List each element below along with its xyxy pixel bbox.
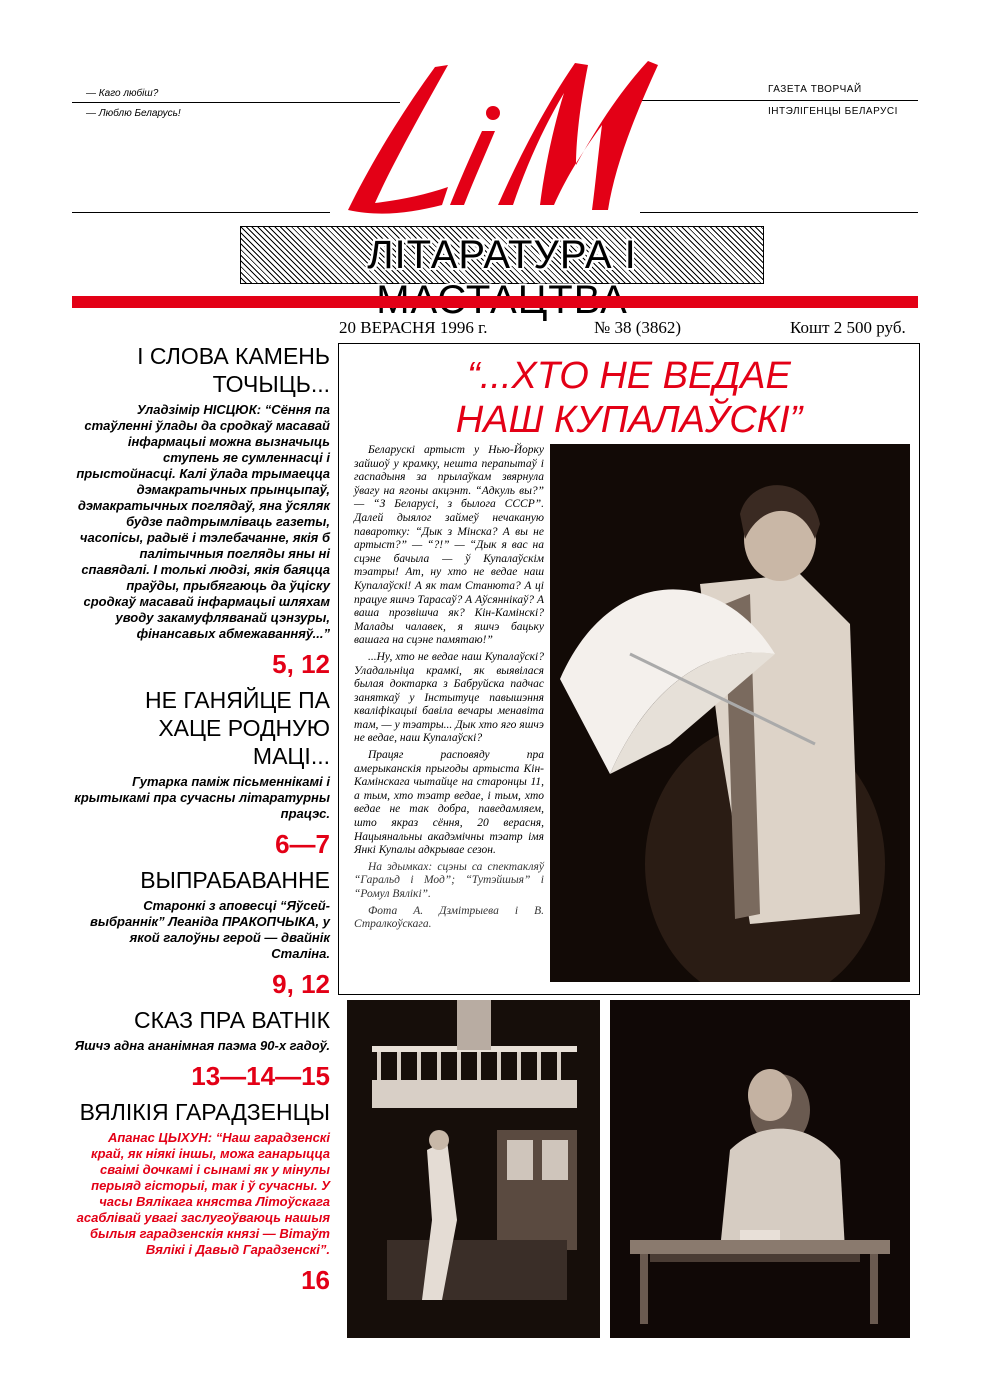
newspaper-title: ЛІТАРАТУРА І [367, 233, 637, 277]
divider [72, 212, 330, 213]
sidebar-pages: 9, 12 [272, 969, 330, 999]
sidebar-item [72, 686, 330, 860]
title-band [240, 226, 764, 284]
sidebar-item [72, 342, 330, 680]
sidebar-pages: 16 [301, 1265, 330, 1295]
tagline-question: — Каго любіш? [86, 88, 159, 99]
sidebar-pages: 13—14—15 [191, 1061, 330, 1091]
scene-photo-table [610, 1000, 910, 1338]
sidebar-heading: СКАЗ ПРА ВАТНІК [133, 1007, 330, 1033]
feature-paragraph: Працяг расповяду пра амерыканскія прыгоды артыста Кін-Камінскага чытайце на старонцы 11, а тым, хто тэатр ведае, і тым, хто ведае не так добра, паведамляем, што якраз сёння, 20 верасня, Нацыянальны акадэмічны тэатр імя Янкі Купалы адкрывае сезон. [354, 749, 544, 857]
sidebar-pages: 6—7 [275, 829, 330, 859]
sidebar-blurb: Апанас ЦЫХУН: “Наш гарадзенскі край, як ніякі іншы, можа ганарыцца сваімі дочкамі і сынамі як у мінулы перыяд гісторыі, так і ў сучасны. У часы Вялікага княства Літоўскага асаблівай увагі заслугоўваюць нашыя былыя гарадзенскія князі — Вітаўт Вялікі і Давыд Гарадзенскі”. [76, 1130, 330, 1257]
sidebar-blurb: Яшчэ адна ананімная паэма 90-х гадоў. [74, 1038, 330, 1053]
sidebar-blurb: Старонкі з аповесці “Яўсей-выбраннік” Леаніда ПРАКОПЧЫКА, у якой галоўны герой — двайнік Сталіна. [90, 898, 330, 961]
scene-photo-balcony [347, 1000, 600, 1338]
tagline-answer: — Люблю Беларусь! [86, 108, 181, 119]
feature-title-line: НАШ КУПАЛАЎСКІ” [455, 399, 803, 441]
subtitle-line-1: ГАЗЕТА ТВОРЧАЙ [768, 84, 862, 95]
issue-price: Кошт 2 500 руб. [790, 318, 906, 337]
newspaper-logo [330, 45, 660, 225]
issue-date: 20 ВЕРАСНЯ 1996 г. [339, 318, 488, 337]
divider [640, 100, 918, 101]
feature-photo [550, 444, 910, 982]
subtitle-line-2: ІНТЭЛІГЕНЦЫ БЕЛАРУСІ [768, 106, 898, 117]
sidebar-item [72, 1006, 330, 1092]
sidebar-heading: І СЛОВА КАМЕНЬ ТОЧЫЦЬ... [137, 343, 330, 397]
divider [640, 212, 918, 213]
feature-paragraph: Беларускі артыст у Нью-Йорку зайшоў у крамку, нешта перапытаў і гаспадыня за прылаўкам звярнула ўвагу на ягоны акцэнт. “Адкуль вы?” — “З Беларусі, з былога СССР”. Далей дыялог займеў нечаканую паваротку: “Дык з Мінска? А вы не артыст?” — “?!” — “Дык я вас на сцэне бачыла — ў Купалаўскім тэатры! Ат, ну хто не ведае наш Купалаўскі! А як там Станюта? А ці працуе яшчэ Тарасаў? А Аўсяннікаў? А ваша прозвішча як? Кін-Камінскі? Малады чалавек, я яшчэ бацьку вашага на сцэне памятаю!” [354, 444, 544, 647]
sidebar-pages: 5, 12 [272, 649, 330, 679]
feature-title [339, 354, 919, 442]
photo-credit: Фота А. Дзмітрыева і В. Стралкоўскага. [354, 904, 544, 931]
issue-number: № 38 (3862) [594, 318, 682, 337]
sidebar-heading: ВЯЛІКІЯ ГАРАДЗЕНЦЫ [79, 1099, 330, 1125]
red-rule [72, 296, 918, 308]
feature-paragraph: ...Ну, хто не ведае наш Купалаўскі? Уладальніца крамкі, як выявілася былая доктарка з Бабруйска падчас заняткаў у Інстытуце павышэння кваліфікацыі бавіла вечары менавіта там, — у тэатры... Дык хто яго яшчэ не ведае, наш Купалаўскі? [354, 650, 544, 745]
sidebar-item [72, 1098, 330, 1296]
feature-title-line: “...ХТО НЕ ВЕДАЕ [467, 355, 791, 397]
sidebar-item [72, 866, 330, 1000]
sidebar-heading: ВЫПРАБАВАННЕ [140, 867, 330, 893]
sidebar-heading: НЕ ГАНЯЙЦЕ ПА ХАЦЕ РОДНУЮ МАЦІ... [145, 687, 330, 769]
sidebar-blurb: Уладзімір НІСЦЮК: “Сёння па стаўленні ўлады да сродкаў масавай інфармацыі можна вызначыць ступень яе сумленнасці і прыстойнасці. Калі ўлада трымаецца дэмакратычных прынцыпаў, дэмакратычных поглядаў, яна ўсяляк будзе падтрымліваць газеты, часопісы, радыё і тэлебачанне, якія б палітычныя погляды яны ні спавядалі. І толькі людзі, якія баяцца праўды, прыбягаюць да ўціску сродкаў масавай інфармацыі шляхам уводу закамуфляванай цэнзуры, фінансавых абмежаванняў...” [76, 402, 330, 641]
feature-body [354, 444, 544, 935]
sidebar-blurb: Гутарка паміж пісьменнікамі і крытыкамі пра сучасны літаратурны працэс. [74, 774, 330, 821]
sidebar-index [72, 342, 330, 1302]
photo-caption: На здымках: сцэны са спектакляў “Гаральд і Мод”; “Тутэйшыя” і “Ромул Вялікі”. [354, 860, 544, 900]
